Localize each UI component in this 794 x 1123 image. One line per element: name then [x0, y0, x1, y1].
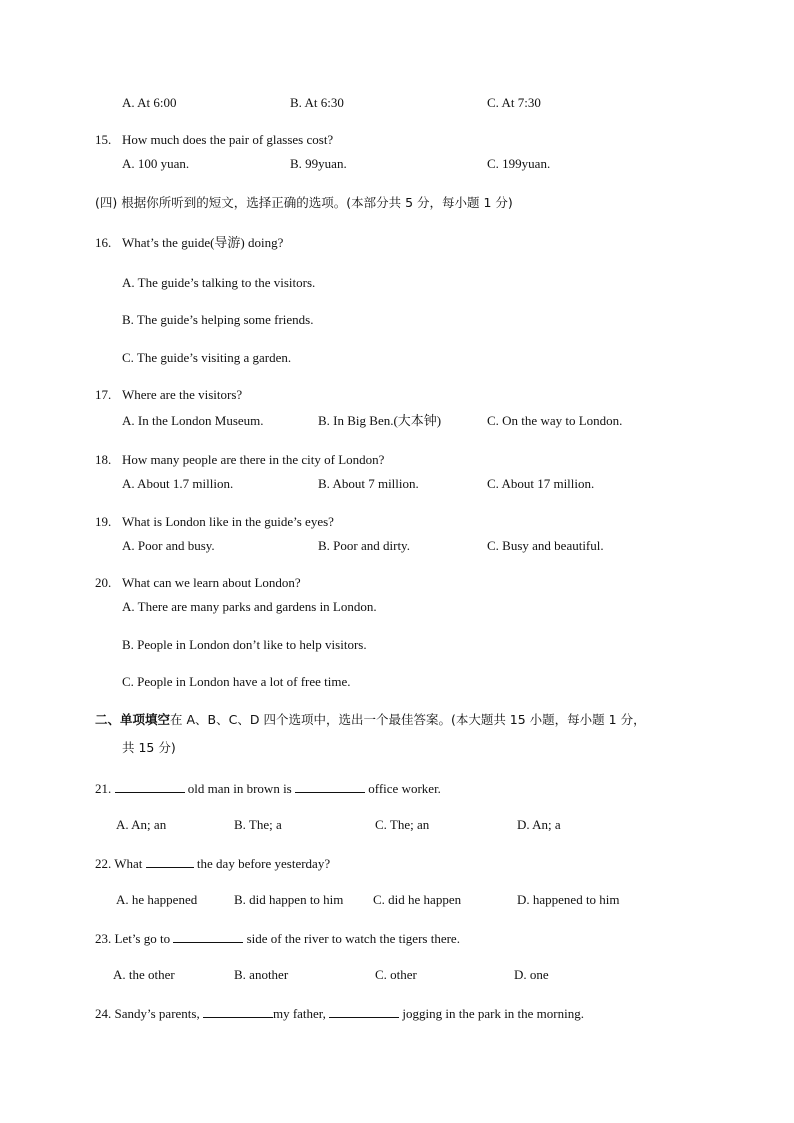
- q22-stem: [95, 855, 330, 872]
- q23-stem: [95, 930, 460, 947]
- q19-option-c: C. Busy and beautiful.: [487, 538, 604, 553]
- q23-stem-prefix: 23. Let’s go to: [95, 931, 171, 946]
- q24-blank-1: [203, 1005, 273, 1018]
- section2-heading-rest: 在 A、B、C、D 四个选项中，选出一个最佳答案。(本大题共 15 小题，每小题 1 分，: [170, 712, 646, 727]
- q17-option-b: B. In Big Ben.(大本钟): [318, 413, 442, 428]
- q18-option-a: A. About 1.7 million.: [122, 476, 234, 491]
- q22-option-a: A. he happened: [116, 892, 198, 907]
- q14-option-b: B. At 6:30: [290, 95, 344, 110]
- q21-number: 21.: [95, 781, 112, 796]
- q18-option-c: C. About 17 million.: [487, 476, 595, 491]
- q19-option-b: B. Poor and dirty.: [318, 538, 410, 553]
- section2-heading: [95, 712, 646, 728]
- q24-stem-prefix: 24. Sandy’s parents,: [95, 1006, 200, 1021]
- q20-option-c: C. People in London have a lot of free time.: [122, 674, 351, 689]
- q23-option-b: B. another: [234, 967, 289, 982]
- q24-stem-part1: my father,: [272, 1006, 326, 1021]
- q16-stem: What’s the guide(导游) doing?: [122, 235, 284, 250]
- q15-number: 15.: [95, 132, 112, 147]
- q21-stem-part2: office worker.: [368, 781, 441, 796]
- q19-number: 19.: [95, 514, 112, 529]
- q16-number: 16.: [95, 235, 112, 250]
- q22-blank: [146, 855, 194, 868]
- q23-stem-part1: side of the river to watch the tigers there.: [246, 931, 460, 946]
- q14-option-a: A. At 6:00: [122, 95, 177, 110]
- q15-option-b: B. 99yuan.: [290, 156, 347, 171]
- q16-option-c: C. The guide’s visiting a garden.: [122, 350, 292, 365]
- q23-option-d: D. one: [514, 967, 549, 982]
- q23-option-a: A. the other: [113, 967, 175, 982]
- q17-option-c: C. On the way to London.: [487, 413, 623, 428]
- q22-option-b: B. did happen to him: [234, 892, 344, 907]
- q17-option-a: A. In the London Museum.: [122, 413, 264, 428]
- q16-option-b: B. The guide’s helping some friends.: [122, 312, 314, 327]
- q21-option-a: A. An; an: [116, 817, 167, 832]
- q21-stem: [95, 780, 441, 797]
- section4-heading: (四) 根据你所听到的短文，选择正确的选项。(本部分共 5 分，每小题 1 分): [95, 195, 513, 210]
- q20-stem: What can we learn about London?: [122, 575, 301, 590]
- q24-blank-2: [329, 1005, 399, 1018]
- q21-blank-1: [115, 780, 185, 793]
- q19-stem: What is London like in the guide’s eyes?: [122, 514, 334, 529]
- q21-blank-2: [295, 780, 365, 793]
- q21-option-c: C. The; an: [375, 817, 430, 832]
- q22-stem-prefix: 22. What: [95, 856, 143, 871]
- q21-option-d: D. An; a: [517, 817, 561, 832]
- q17-number: 17.: [95, 387, 112, 402]
- q17-stem: Where are the visitors?: [122, 387, 243, 402]
- q15-stem: How much does the pair of glasses cost?: [122, 132, 334, 147]
- q18-option-b: B. About 7 million.: [318, 476, 419, 491]
- q18-stem: How many people are there in the city of London?: [122, 452, 385, 467]
- q22-stem-part1: the day before yesterday?: [196, 856, 331, 871]
- q20-option-a: A. There are many parks and gardens in London.: [122, 599, 377, 614]
- section2-heading-line2: 共 15 分): [122, 740, 176, 755]
- q23-blank: [173, 930, 243, 943]
- q24-stem-part2: jogging in the park in the morning.: [402, 1006, 584, 1021]
- q20-option-b: B. People in London don’t like to help visitors.: [122, 637, 367, 652]
- q15-option-c: C. 199yuan.: [487, 156, 551, 171]
- q20-number: 20.: [95, 575, 112, 590]
- q21-stem-part1: old man in brown is: [187, 781, 292, 796]
- q21-option-b: B. The; a: [234, 817, 282, 832]
- q14-option-c: C. At 7:30: [487, 95, 541, 110]
- section2-heading-bold: 二、单项填空: [95, 712, 171, 727]
- q22-option-c: C. did he happen: [373, 892, 462, 907]
- q24-stem: [95, 1005, 584, 1022]
- q18-number: 18.: [95, 452, 112, 467]
- q22-option-d: D. happened to him: [517, 892, 620, 907]
- q16-option-a: A. The guide’s talking to the visitors.: [122, 275, 316, 290]
- q19-option-a: A. Poor and busy.: [122, 538, 215, 553]
- q15-option-a: A. 100 yuan.: [122, 156, 190, 171]
- q23-option-c: C. other: [375, 967, 417, 982]
